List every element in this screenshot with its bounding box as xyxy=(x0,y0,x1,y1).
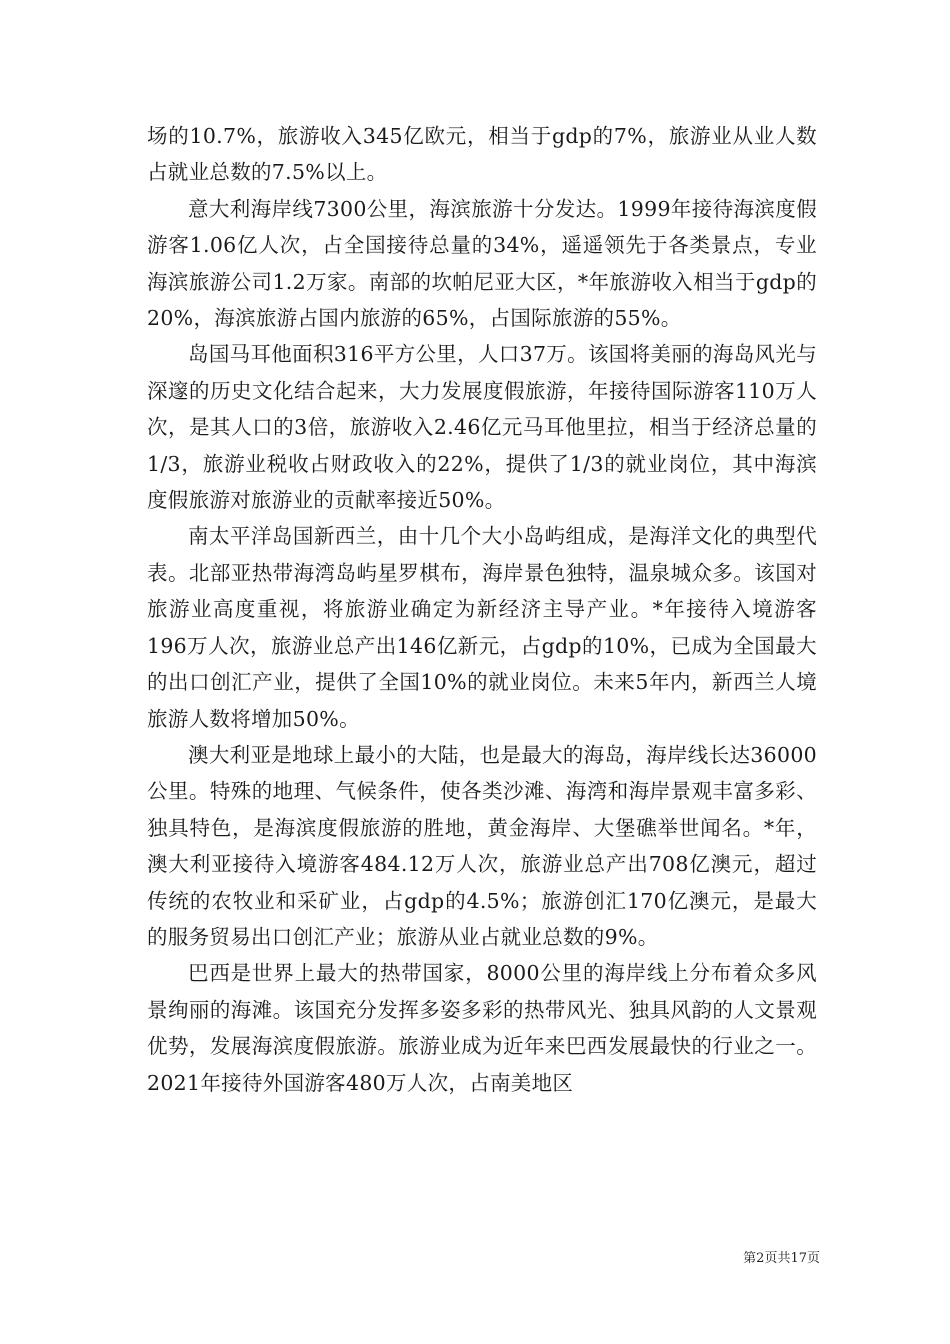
paragraph-continuation: 场的10.7%，旅游收入345亿欧元，相当于gdp的7%，旅游业从业人数占就业总数的7.5%以上。 xyxy=(147,124,817,185)
page-number-footer: 第2页共17页 xyxy=(743,1251,820,1266)
paragraph-australia: 澳大利亚是地球上最小的大陆，也是最大的海岛，海岸线长达36000公里。特殊的地理、气候条件，使各类沙滩、海湾和海岸景观丰富多彩、独具特色，是海滨度假旅游的胜地，黄金海岸、大堡礁举世闻名。*年，澳大利亚接待入境游客484.12万人次，旅游业总产出708亿澳元，超过传统的农牧业和采矿业，占gdp的4.5%；旅游创汇170亿澳元，是最大的服务贸易出口创汇产业；旅游从业占就业总数的9%。 xyxy=(147,742,817,949)
paragraph-new-zealand: 南太平洋岛国新西兰，由十几个大小岛屿组成，是海洋文化的典型代表。北部亚热带海湾岛屿星罗棋布，海岸景色独特，温泉城众多。该国对旅游业高度重视，将旅游业确定为新经济主导产业。*年接待入境游客196万人次，旅游业总产出146亿新元，占gdp的10%，已成为全国最大的出口创汇产业，提供了全国10%的就业岗位。未来5年内，新西兰人境旅游人数将增加50%。 xyxy=(147,524,817,731)
paragraph-italy: 意大利海岸线7300公里，海滨旅游十分发达。1999年接待海滨度假游客1.06亿人次，占全国接待总量的34%，遥遥领先于各类景点，专业海滨旅游公司1.2万家。南部的坎帕尼亚大区，*年旅游收入相当于gdp的20%，海滨旅游占国内旅游的65%，占国际旅游的55%。 xyxy=(147,196,817,331)
paragraph-brazil: 巴西是世界上最大的热带国家，8000公里的海岸线上分布着众多风景绚丽的海滩。该国充分发挥多姿多彩的热带风光、独具风韵的人文景观优势，发展海滨度假旅游。旅游业成为近年来巴西发展最快的行业之一。2021年接待外国游客480万人次，占南美地区 xyxy=(147,961,817,1095)
body-text xyxy=(147,118,817,1101)
paragraph-malta: 岛国马耳他面积316平方公里，人口37万。该国将美丽的海岛风光与深邃的历史文化结合起来，大力发展度假旅游，年接待国际游客110万人次，是其人口的3倍，旅游收入2.46亿元马耳他里拉，相当于经济总量的1/3，旅游业税收占财政收入的22%，提供了1/3的就业岗位，其中海滨度假旅游对旅游业的贡献率接近50%。 xyxy=(147,342,817,513)
